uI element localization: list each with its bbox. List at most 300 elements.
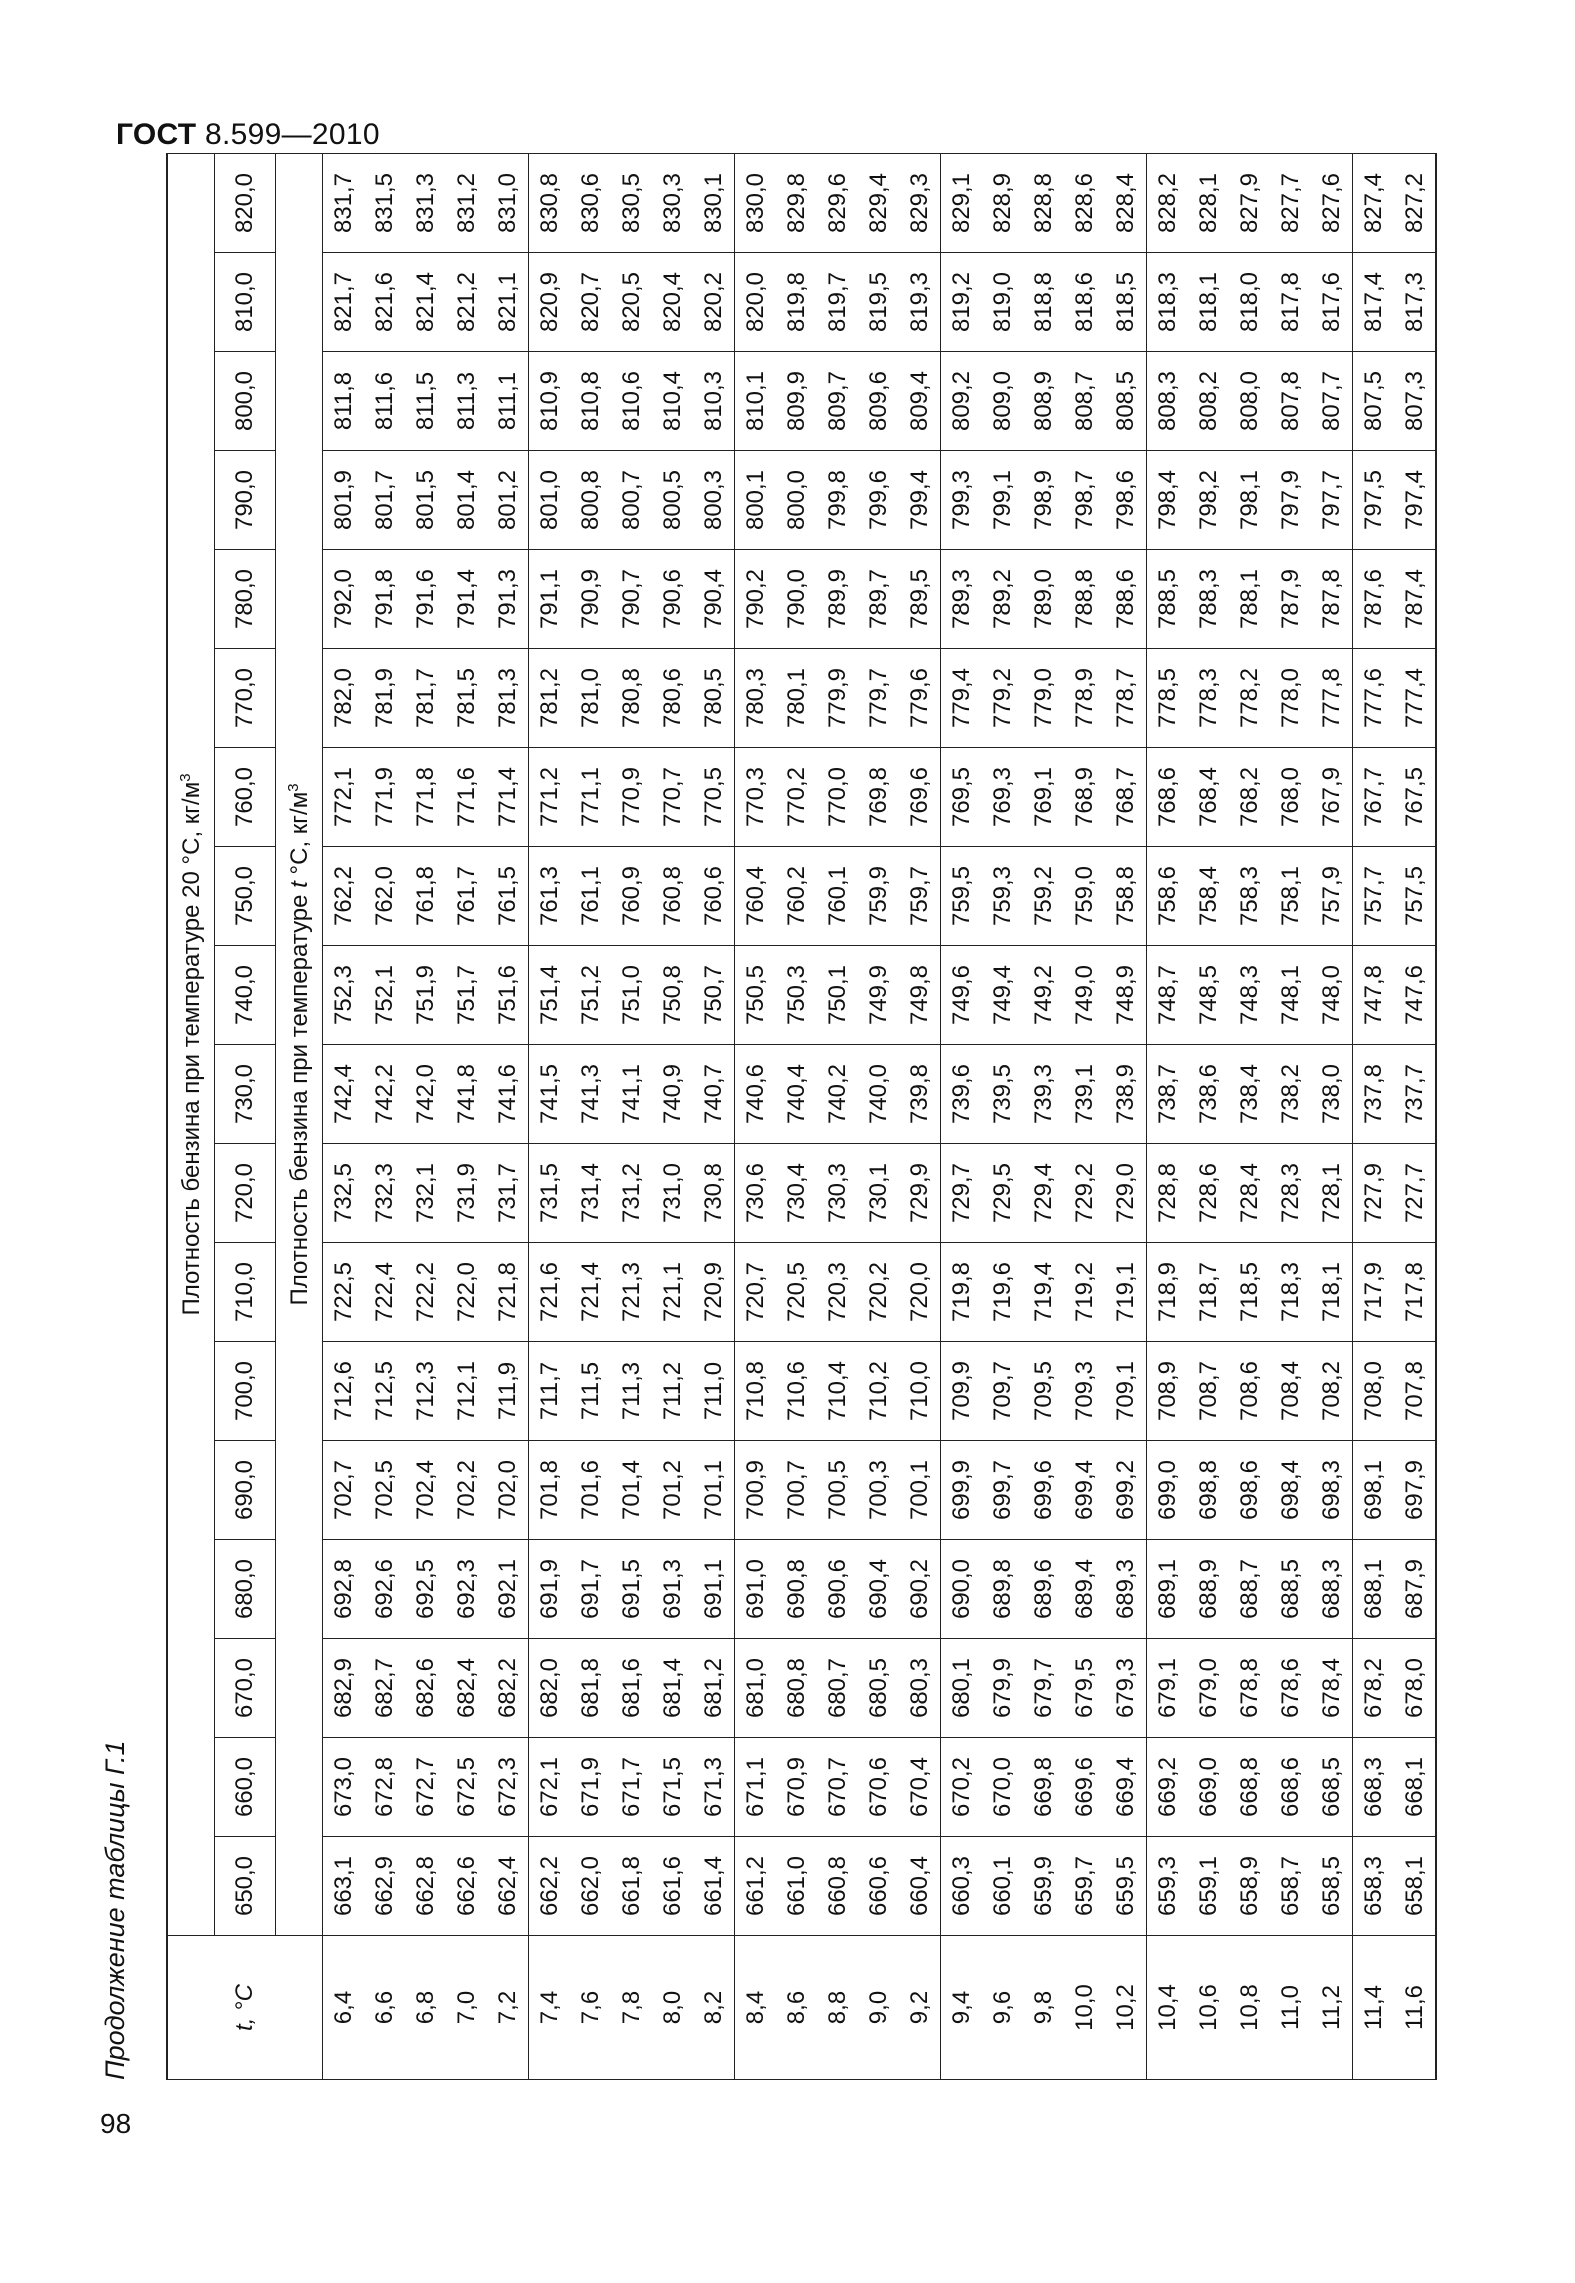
density-cell: 781,9 (364, 649, 405, 748)
density-cell: 669,0 (1188, 1738, 1229, 1837)
density-cell: 748,0 (1311, 946, 1353, 1045)
table-row (611, 153, 652, 2079)
temperature-cell: 10,2 (1105, 1936, 1147, 2080)
density-20c-header (167, 153, 215, 1935)
density-cell: 761,5 (487, 847, 529, 946)
density-cell: 809,9 (776, 352, 817, 451)
density-cell: 819,5 (858, 253, 899, 352)
density-cell: 781,5 (446, 649, 487, 748)
density-cell: 672,3 (487, 1738, 529, 1837)
rotated-table-region (100, 154, 1430, 2080)
density-cell: 668,1 (1394, 1738, 1436, 1837)
density-cell: 682,6 (405, 1639, 446, 1738)
density-cell: 751,2 (570, 946, 611, 1045)
temperature-cell: 7,4 (529, 1936, 571, 2080)
density-cell: 720,5 (776, 1243, 817, 1342)
density-cell: 831,3 (405, 153, 446, 252)
density-cell: 718,7 (1188, 1243, 1229, 1342)
density-cell: 760,8 (652, 847, 693, 946)
density-cell: 797,7 (1311, 451, 1353, 550)
density-cell: 751,0 (611, 946, 652, 1045)
density-cell: 670,0 (982, 1738, 1023, 1837)
density-cell: 741,3 (570, 1045, 611, 1144)
density-cell: 721,4 (570, 1243, 611, 1342)
density-cell: 779,0 (1023, 649, 1064, 748)
density-cell: 819,8 (776, 253, 817, 352)
density-cell: 681,6 (611, 1639, 652, 1738)
density-cell: 768,7 (1105, 748, 1147, 847)
density-cell: 668,3 (1353, 1738, 1395, 1837)
density-cell: 800,7 (611, 451, 652, 550)
density-cell: 679,3 (1105, 1639, 1147, 1738)
density-cell: 821,4 (405, 253, 446, 352)
density-cell: 699,0 (1147, 1441, 1189, 1540)
density-cell: 810,3 (693, 352, 735, 451)
density-cell: 658,7 (1270, 1837, 1311, 1936)
density-cell: 760,4 (735, 847, 777, 946)
temperature-cell: 9,4 (941, 1936, 983, 2080)
density-cell: 772,1 (323, 748, 365, 847)
density-cell: 728,1 (1311, 1144, 1353, 1243)
density-cell: 672,7 (405, 1738, 446, 1837)
density-cell: 719,4 (1023, 1243, 1064, 1342)
density-cell: 669,4 (1105, 1738, 1147, 1837)
density-cell: 829,4 (858, 153, 899, 252)
density-cell: 670,4 (899, 1738, 941, 1837)
density-column-header: 800,0 (215, 352, 276, 451)
density-cell: 780,6 (652, 649, 693, 748)
density-cell: 689,3 (1105, 1540, 1147, 1639)
density-cell: 717,8 (1394, 1243, 1436, 1342)
density-cell: 747,6 (1394, 946, 1436, 1045)
density-cell: 800,3 (693, 451, 735, 550)
density-cell: 808,3 (1147, 352, 1189, 451)
density-cell: 767,7 (1353, 748, 1395, 847)
density-cell: 662,2 (529, 1837, 571, 1936)
density-cell: 739,5 (982, 1045, 1023, 1144)
density-cell: 661,0 (776, 1837, 817, 1936)
density-cell: 741,1 (611, 1045, 652, 1144)
density-cell: 711,3 (611, 1342, 652, 1441)
density-cell: 770,7 (652, 748, 693, 847)
density-cell: 741,6 (487, 1045, 529, 1144)
density-cell: 701,6 (570, 1441, 611, 1540)
density-cell: 789,7 (858, 550, 899, 649)
density-cell: 790,0 (776, 550, 817, 649)
density-cell: 671,7 (611, 1738, 652, 1837)
density-cell: 718,1 (1311, 1243, 1353, 1342)
table-caption: Продолжение таблицы Г.1 (100, 1740, 130, 2080)
density-cell: 800,8 (570, 451, 611, 550)
density-cell: 829,3 (899, 153, 941, 252)
density-cell: 777,8 (1311, 649, 1353, 748)
density-cell: 720,3 (817, 1243, 858, 1342)
density-cell: 719,8 (941, 1243, 983, 1342)
density-cell: 767,9 (1311, 748, 1353, 847)
density-cell: 828,1 (1188, 153, 1229, 252)
density-cell: 718,5 (1229, 1243, 1270, 1342)
density-cell: 741,5 (529, 1045, 571, 1144)
table-row (529, 153, 571, 2079)
density-cell: 682,9 (323, 1639, 365, 1738)
density-cell: 750,1 (817, 946, 858, 1045)
density-cell: 769,3 (982, 748, 1023, 847)
density-cell: 692,3 (446, 1540, 487, 1639)
density-cell: 670,7 (817, 1738, 858, 1837)
density-cell: 681,2 (693, 1639, 735, 1738)
density-cell: 817,8 (1270, 253, 1311, 352)
density-cell: 790,9 (570, 550, 611, 649)
density-cell: 738,0 (1311, 1045, 1353, 1144)
density-cell: 828,6 (1064, 153, 1105, 252)
density-cell: 708,2 (1311, 1342, 1353, 1441)
density-cell: 777,4 (1394, 649, 1436, 748)
density-cell: 767,5 (1394, 748, 1436, 847)
density-cell: 789,5 (899, 550, 941, 649)
density-cell: 680,8 (776, 1639, 817, 1738)
density-cell: 749,2 (1023, 946, 1064, 1045)
density-cell: 672,5 (446, 1738, 487, 1837)
density-cell: 669,2 (1147, 1738, 1189, 1837)
density-cell: 817,3 (1394, 253, 1436, 352)
density-cell: 742,4 (323, 1045, 365, 1144)
density-cell: 738,6 (1188, 1045, 1229, 1144)
density-cell: 807,8 (1270, 352, 1311, 451)
density-cell: 771,9 (364, 748, 405, 847)
density-cell: 791,8 (364, 550, 405, 649)
density-cell: 701,2 (652, 1441, 693, 1540)
density-cell: 718,9 (1147, 1243, 1189, 1342)
density-cell: 728,4 (1229, 1144, 1270, 1243)
density-cell: 760,6 (693, 847, 735, 946)
table-row (1147, 153, 1189, 2079)
density-cell: 698,4 (1270, 1441, 1311, 1540)
density-cell: 779,4 (941, 649, 983, 748)
density-cell: 751,4 (529, 946, 571, 1045)
density-cell: 660,1 (982, 1837, 1023, 1936)
temperature-cell: 10,4 (1147, 1936, 1189, 2080)
density-cell: 742,2 (364, 1045, 405, 1144)
density-cell: 811,3 (446, 352, 487, 451)
density-cell: 809,0 (982, 352, 1023, 451)
density-cell: 809,6 (858, 352, 899, 451)
density-cell: 698,8 (1188, 1441, 1229, 1540)
density-cell: 810,9 (529, 352, 571, 451)
density-cell: 720,0 (899, 1243, 941, 1342)
density-cell: 830,6 (570, 153, 611, 252)
density-cell: 751,6 (487, 946, 529, 1045)
density-cell: 658,1 (1394, 1837, 1436, 1936)
density-cell: 690,6 (817, 1540, 858, 1639)
density-cell: 701,1 (693, 1441, 735, 1540)
density-column-header: 700,0 (215, 1342, 276, 1441)
density-cell: 749,8 (899, 946, 941, 1045)
density-cell: 830,8 (529, 153, 571, 252)
temperature-cell: 9,2 (899, 1936, 941, 2080)
density-cell: 708,0 (1353, 1342, 1395, 1441)
density-cell: 831,2 (446, 153, 487, 252)
density-cell: 660,6 (858, 1837, 899, 1936)
standard-number: 8.599—2010 (205, 118, 380, 151)
density-cell: 731,5 (529, 1144, 571, 1243)
density-cell: 827,6 (1311, 153, 1353, 252)
density-column-header: 760,0 (215, 748, 276, 847)
density-cell: 688,9 (1188, 1540, 1229, 1639)
density-cell: 711,2 (652, 1342, 693, 1441)
density-cell: 787,9 (1270, 550, 1311, 649)
density-cell: 691,9 (529, 1540, 571, 1639)
density-cell: 760,2 (776, 847, 817, 946)
density-cell: 790,6 (652, 550, 693, 649)
density-cell: 748,5 (1188, 946, 1229, 1045)
density-cell: 801,9 (323, 451, 365, 550)
temperature-cell: 7,6 (570, 1936, 611, 2080)
density-cell: 730,4 (776, 1144, 817, 1243)
density-cell: 741,8 (446, 1045, 487, 1144)
table-row (941, 153, 983, 2079)
density-cell: 751,7 (446, 946, 487, 1045)
density-cell: 739,6 (941, 1045, 983, 1144)
density-cell: 790,2 (735, 550, 777, 649)
density-cell: 771,2 (529, 748, 571, 847)
density-cell: 719,6 (982, 1243, 1023, 1342)
density-cell: 820,4 (652, 253, 693, 352)
density-cell: 809,2 (941, 352, 983, 451)
density-cell: 662,0 (570, 1837, 611, 1936)
density-column-header: 750,0 (215, 847, 276, 946)
density-cell: 691,1 (693, 1540, 735, 1639)
density-cell: 678,6 (1270, 1639, 1311, 1738)
density-cell: 671,3 (693, 1738, 735, 1837)
density-cell: 712,1 (446, 1342, 487, 1441)
density-cell: 728,6 (1188, 1144, 1229, 1243)
density-cell: 748,9 (1105, 946, 1147, 1045)
density-cell: 717,9 (1353, 1243, 1395, 1342)
density-cell: 711,0 (693, 1342, 735, 1441)
density-cell: 727,9 (1353, 1144, 1395, 1243)
density-cell: 831,5 (364, 153, 405, 252)
table-row (1311, 153, 1353, 2079)
density-cell: 778,3 (1188, 649, 1229, 748)
density-cell: 699,9 (941, 1441, 983, 1540)
density-cell: 818,5 (1105, 253, 1147, 352)
density-cell: 789,2 (982, 550, 1023, 649)
density-cell: 739,3 (1023, 1045, 1064, 1144)
density-cell: 691,7 (570, 1540, 611, 1639)
density-cell: 658,9 (1229, 1837, 1270, 1936)
table-row (1023, 153, 1064, 2079)
density-cell: 747,8 (1353, 946, 1395, 1045)
density-cell: 799,6 (858, 451, 899, 550)
density-cell: 759,2 (1023, 847, 1064, 946)
table-row (487, 153, 529, 2079)
table-row (652, 153, 693, 2079)
table-row (1105, 153, 1147, 2079)
density-20c-header-sup: 3 (176, 773, 194, 782)
density-cell: 820,0 (735, 253, 777, 352)
density-cell: 662,6 (446, 1837, 487, 1936)
density-cell: 759,0 (1064, 847, 1105, 946)
density-cell: 669,8 (1023, 1738, 1064, 1837)
density-cell: 682,4 (446, 1639, 487, 1738)
density-cell: 668,6 (1270, 1738, 1311, 1837)
density-cell: 827,4 (1353, 153, 1395, 252)
density-column-header: 660,0 (215, 1738, 276, 1837)
density-cell: 692,8 (323, 1540, 365, 1639)
density-cell: 789,0 (1023, 550, 1064, 649)
density-cell: 769,5 (941, 748, 983, 847)
density-cell: 679,9 (982, 1639, 1023, 1738)
density-cell: 820,7 (570, 253, 611, 352)
density-cell: 658,3 (1353, 1837, 1395, 1936)
density-cell: 758,6 (1147, 847, 1189, 946)
density-cell: 731,9 (446, 1144, 487, 1243)
density-cell: 711,5 (570, 1342, 611, 1441)
density-cell: 663,1 (323, 1837, 365, 1936)
density-t-header (276, 153, 323, 1935)
density-cell: 708,6 (1229, 1342, 1270, 1441)
density-cell: 801,2 (487, 451, 529, 550)
density-cell: 700,1 (899, 1441, 941, 1540)
density-cell: 731,7 (487, 1144, 529, 1243)
density-cell: 830,3 (652, 153, 693, 252)
temperature-cell: 11,6 (1394, 1936, 1436, 2080)
density-cell: 780,8 (611, 649, 652, 748)
density-cell: 680,3 (899, 1639, 941, 1738)
density-cell: 700,7 (776, 1441, 817, 1540)
density-cell: 718,3 (1270, 1243, 1311, 1342)
density-cell: 720,9 (693, 1243, 735, 1342)
density-column-header: 650,0 (215, 1837, 276, 1936)
density-cell: 732,1 (405, 1144, 446, 1243)
density-cell: 811,6 (364, 352, 405, 451)
density-cell: 679,5 (1064, 1639, 1105, 1738)
density-cell: 680,5 (858, 1639, 899, 1738)
density-cell: 750,3 (776, 946, 817, 1045)
temperature-cell: 8,6 (776, 1936, 817, 2080)
density-cell: 740,0 (858, 1045, 899, 1144)
density-cell: 710,2 (858, 1342, 899, 1441)
density-cell: 720,2 (858, 1243, 899, 1342)
density-cell: 731,2 (611, 1144, 652, 1243)
density-cell: 673,0 (323, 1738, 365, 1837)
density-cell: 778,0 (1270, 649, 1311, 748)
temperature-cell: 9,8 (1023, 1936, 1064, 2080)
density-cell: 722,5 (323, 1243, 365, 1342)
density-cell: 768,4 (1188, 748, 1229, 847)
density-column-header: 730,0 (215, 1045, 276, 1144)
density-cell: 729,0 (1105, 1144, 1147, 1243)
density-cell: 738,9 (1105, 1045, 1147, 1144)
density-cell: 688,5 (1270, 1540, 1311, 1639)
density-cell: 807,3 (1394, 352, 1436, 451)
density-cell: 798,9 (1023, 451, 1064, 550)
density-cell: 781,7 (405, 649, 446, 748)
density-cell: 827,2 (1394, 153, 1436, 252)
density-cell: 749,0 (1064, 946, 1105, 1045)
density-cell: 668,5 (1311, 1738, 1353, 1837)
density-cell: 702,2 (446, 1441, 487, 1540)
density-cell: 670,9 (776, 1738, 817, 1837)
density-cell: 709,9 (941, 1342, 983, 1441)
density-cell: 700,9 (735, 1441, 777, 1540)
density-cell: 709,5 (1023, 1342, 1064, 1441)
density-cell: 689,4 (1064, 1540, 1105, 1639)
density-cell: 749,4 (982, 946, 1023, 1045)
density-cell: 729,9 (899, 1144, 941, 1243)
density-cell: 789,9 (817, 550, 858, 649)
density-cell: 791,1 (529, 550, 571, 649)
density-cell: 810,8 (570, 352, 611, 451)
temperature-cell: 8,8 (817, 1936, 858, 2080)
density-cell: 659,7 (1064, 1837, 1105, 1936)
density-cell: 791,3 (487, 550, 529, 649)
density-cell: 662,9 (364, 1837, 405, 1936)
density-cell: 770,0 (817, 748, 858, 847)
temperature-cell: 11,4 (1353, 1936, 1395, 2080)
density-cell: 780,1 (776, 649, 817, 748)
density-cell: 698,3 (1311, 1441, 1353, 1540)
density-cell: 678,2 (1353, 1639, 1395, 1738)
density-cell: 817,6 (1311, 253, 1353, 352)
density-column-header: 810,0 (215, 253, 276, 352)
density-cell: 829,6 (817, 153, 858, 252)
density-cell: 778,9 (1064, 649, 1105, 748)
table-row (570, 153, 611, 2079)
density-cell: 748,1 (1270, 946, 1311, 1045)
density-cell: 799,1 (982, 451, 1023, 550)
density-cell: 819,0 (982, 253, 1023, 352)
density-cell: 778,7 (1105, 649, 1147, 748)
density-cell: 711,9 (487, 1342, 529, 1441)
density-cell: 681,0 (735, 1639, 777, 1738)
density-cell: 678,4 (1311, 1639, 1353, 1738)
density-cell: 800,0 (776, 451, 817, 550)
density-cell: 702,4 (405, 1441, 446, 1540)
density-cell: 788,1 (1229, 550, 1270, 649)
density-cell: 807,5 (1353, 352, 1395, 451)
density-cell: 730,1 (858, 1144, 899, 1243)
density-cell: 771,8 (405, 748, 446, 847)
density-cell: 770,5 (693, 748, 735, 847)
density-cell: 712,3 (405, 1342, 446, 1441)
density-cell: 739,1 (1064, 1045, 1105, 1144)
density-cell: 679,7 (1023, 1639, 1064, 1738)
density-cell: 799,4 (899, 451, 941, 550)
density-cell: 781,2 (529, 649, 571, 748)
density-cell: 757,5 (1394, 847, 1436, 946)
density-cell: 672,1 (529, 1738, 571, 1837)
density-cell: 781,0 (570, 649, 611, 748)
density-cell: 831,0 (487, 153, 529, 252)
density-cell: 759,7 (899, 847, 941, 946)
density-cell: 721,8 (487, 1243, 529, 1342)
table-row (1064, 153, 1105, 2079)
density-cell: 798,4 (1147, 451, 1189, 550)
density-cell: 779,9 (817, 649, 858, 748)
density-cell: 779,7 (858, 649, 899, 748)
temperature-cell: 8,2 (693, 1936, 735, 2080)
density-cell: 827,9 (1229, 153, 1270, 252)
density-column-header: 710,0 (215, 1243, 276, 1342)
density-cell: 698,6 (1229, 1441, 1270, 1540)
density-column-header: 680,0 (215, 1540, 276, 1639)
density-cell: 691,5 (611, 1540, 652, 1639)
density-cell: 707,8 (1394, 1342, 1436, 1441)
density-cell: 690,2 (899, 1540, 941, 1639)
density-cell: 662,8 (405, 1837, 446, 1936)
density-cell: 819,7 (817, 253, 858, 352)
